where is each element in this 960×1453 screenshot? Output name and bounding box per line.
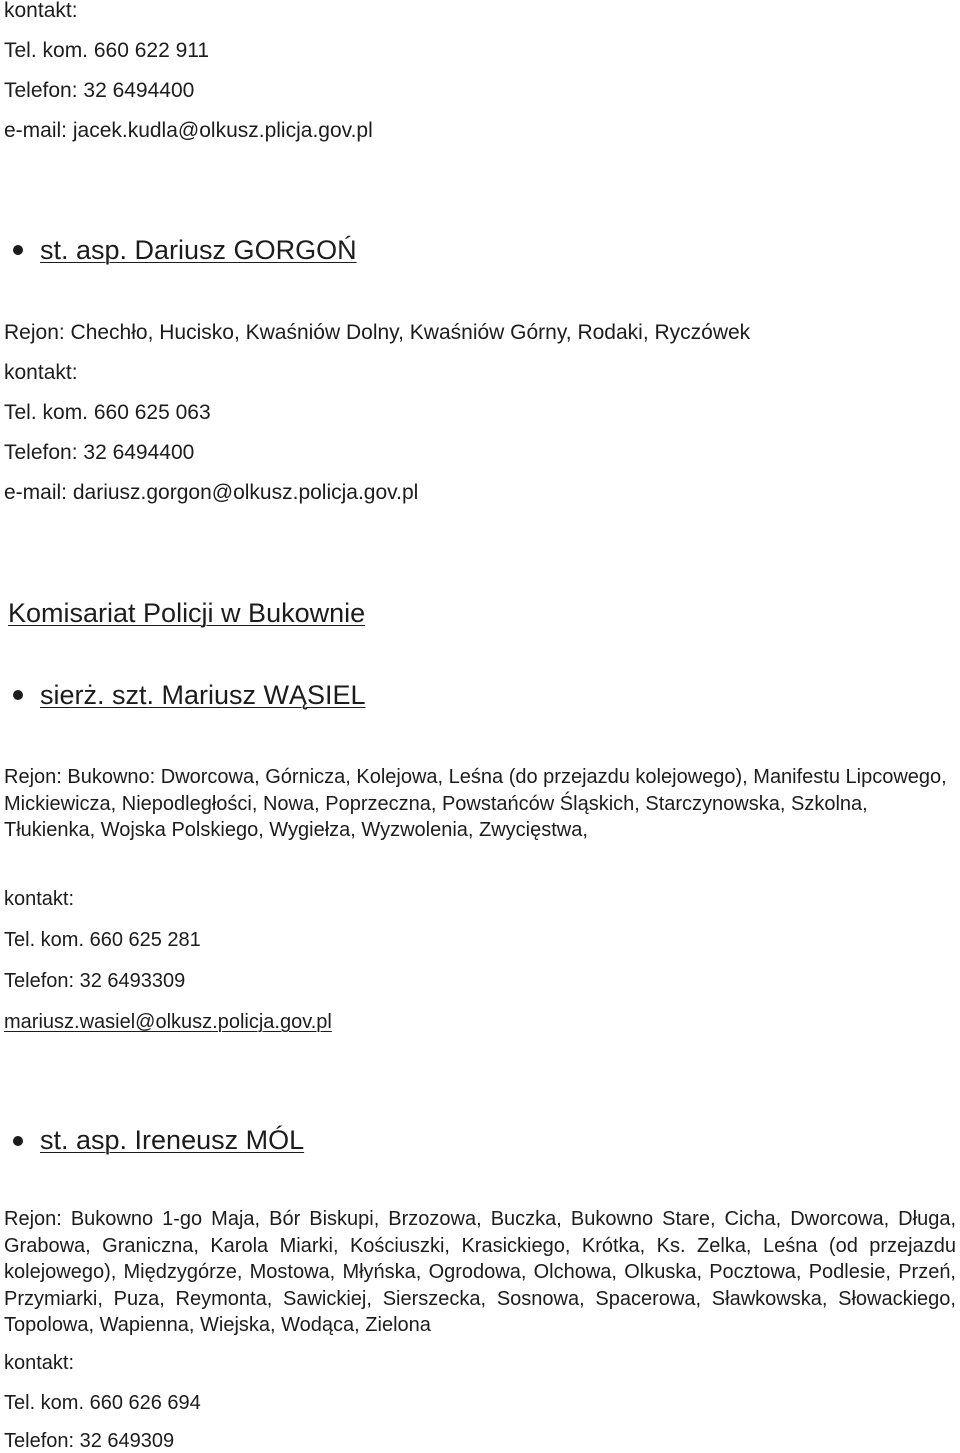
- email-link[interactable]: mariusz.wasiel@olkusz.policja.gov.pl: [4, 1011, 332, 1033]
- mobile-phone: Tel. kom. 660 625 063: [4, 401, 211, 424]
- district-text: Rejon: Bukowno 1-go Maja, Bór Biskupi, Brzozowa, Buczka, Bukowno Stare, Cicha, Dworcowa, Długa, Grabowa, Graniczna, Karola Miarki, Kościuszki, Krasickiego, Krótka, Ks. Zelka, Leśna (od przejazdu kolejowego), Międzygórze, Mostowa, Młyńska, Ogrodowa, Olchowa, Olkuska, Pocztowa, Podlesie, Przeń, Przymiarki, Puza, Reymonta, Sawickiej, Sierszecka, Sosnowa, Spacerowa, Sławkowska, Słowackiego, Topolowa, Wapienna, Wiejska, Wodąca, Zielona: [4, 1208, 956, 1336]
- email: e-mail: dariusz.gorgon@olkusz.policja.gov.pl: [4, 481, 419, 504]
- phone: Telefon: 32 6494400: [4, 79, 195, 102]
- kontakt-label: kontakt:: [4, 361, 78, 384]
- officer-name-link[interactable]: st. asp. Ireneusz MÓL: [40, 1125, 305, 1155]
- bullet-icon: [13, 1136, 23, 1146]
- officer-name-link[interactable]: st. asp. Dariusz GORGOŃ: [40, 235, 357, 265]
- district-text: Rejon: Chechło, Hucisko, Kwaśniów Dolny, Kwaśniów Górny, Rodaki, Ryczówek: [4, 321, 751, 344]
- mobile-phone: Tel. kom. 660 626 694: [4, 1392, 201, 1414]
- phone: Telefon: 32 6493309: [4, 970, 186, 992]
- kontakt-label: kontakt:: [4, 888, 75, 910]
- section-heading-link[interactable]: Komisariat Policji w Bukownie: [8, 598, 366, 628]
- phone: Telefon: 32 6494400: [4, 441, 195, 464]
- mobile-phone: Tel. kom. 660 625 281: [4, 929, 201, 951]
- officer-name-link[interactable]: sierż. szt. Mariusz WĄSIEL: [40, 680, 366, 710]
- kontakt-label: kontakt:: [4, 0, 78, 22]
- mobile-phone: Tel. kom. 660 622 911: [4, 39, 210, 62]
- district-text: Rejon: Bukowno: Dworcowa, Górnicza, Kolejowa, Leśna (do przejazdu kolejowego), Manifestu Lipcowego, Mickiewicza, Niepodległości, Nowa, Poprzeczna, Powstańców Śląskich, Starczynowska, Szkolna, Tłukienka, Wojska Polskiego, Wygiełza, Wyzwolenia, Zwycięstwa,: [4, 766, 947, 841]
- bullet-icon: [13, 690, 23, 700]
- bullet-icon: [13, 245, 23, 255]
- kontakt-label: kontakt:: [4, 1352, 75, 1374]
- email: e-mail: jacek.kudla@olkusz.plicja.gov.pl: [4, 119, 373, 142]
- phone: Telefon: 32 649309: [4, 1430, 175, 1452]
